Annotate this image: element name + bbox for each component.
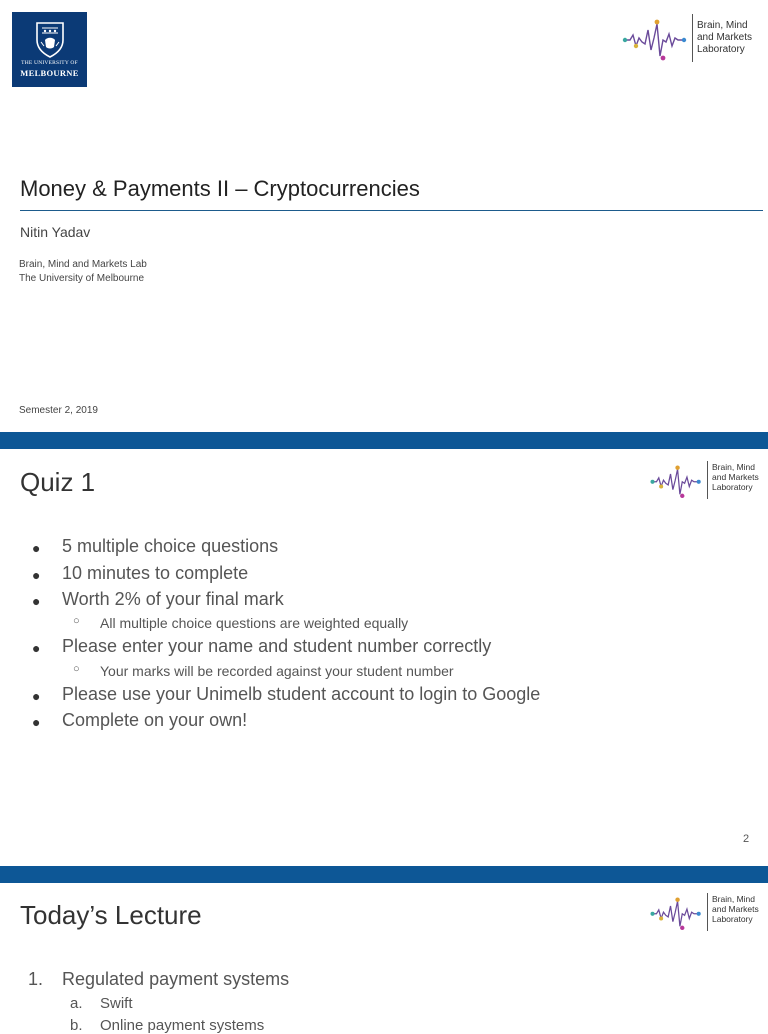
university-logo-line2: MELBOURNE	[20, 68, 79, 78]
lab-logo-divider	[692, 14, 693, 62]
slide-title: Quiz 1	[20, 467, 96, 497]
list-item	[32, 563, 249, 584]
sub-list-item-text: Your marks will be recorded against your student number	[100, 663, 454, 679]
hollow-bullet-icon: ○	[73, 615, 80, 627]
list-item-number: 1.	[28, 969, 44, 989]
bullet-icon: ●	[32, 540, 41, 556]
lab-logo	[648, 461, 766, 499]
lab-logo	[648, 893, 766, 931]
list-item-text: 10 minutes to complete	[62, 563, 249, 583]
bullet-icon: ●	[32, 567, 41, 583]
sub-list-item	[73, 663, 454, 679]
brainwave-icon	[648, 463, 704, 499]
list-item-text: Please enter your name and student number correctly	[62, 636, 492, 656]
slide-title: Today’s Lecture	[20, 900, 202, 930]
lab-logo-line2: and Markets	[697, 32, 753, 43]
list-item	[32, 589, 284, 610]
list-item-text: Please use your Unimelb student account to login to Google	[62, 684, 541, 704]
lab-logo-line1: Brain, Mind	[712, 462, 755, 472]
bullet-icon: ●	[32, 714, 41, 730]
lab-logo-line3: Laboratory	[712, 482, 753, 493]
title-slide	[0, 0, 768, 432]
hollow-bullet-icon: ○	[73, 663, 80, 675]
presentation-title: Money & Payments II – Cryptocurrencies	[20, 176, 420, 201]
title-divider	[20, 210, 763, 211]
list-item-text: 5 multiple choice questions	[62, 536, 279, 556]
lab-logo-line3: Laboratory	[712, 914, 753, 925]
sub-list-item-text: All multiple choice questions are weighted equally	[100, 615, 409, 631]
sub-list-item-text: Swift	[100, 995, 133, 1012]
university-crest-icon	[34, 20, 66, 58]
list-item-text: Worth 2% of your final mark	[62, 589, 284, 609]
slide-separator	[0, 432, 768, 449]
brainwave-icon	[648, 895, 704, 931]
lab-logo-line3: Laboratory	[697, 44, 745, 55]
slide-separator	[0, 866, 768, 883]
sub-list-item	[73, 615, 409, 631]
affiliation	[19, 258, 147, 286]
list-item	[32, 636, 492, 657]
university-logo-line1: THE UNIVERSITY OF	[21, 60, 78, 66]
list-item	[32, 710, 248, 731]
sub-list-item	[70, 1017, 265, 1034]
sub-list-item-number: b.	[70, 1017, 83, 1034]
list-item	[28, 969, 290, 990]
quiz-slide	[0, 449, 768, 866]
bullet-icon: ●	[32, 593, 41, 609]
affiliation-line2: The University of Melbourne	[19, 273, 145, 284]
list-item-text: Complete on your own!	[62, 710, 248, 730]
list-item	[32, 684, 541, 705]
lecture-slide	[0, 883, 768, 1034]
affiliation-line1: Brain, Mind and Markets Lab	[19, 259, 147, 270]
lab-logo-line2: and Markets	[712, 472, 759, 483]
author-name: Nitin Yadav	[20, 224, 91, 240]
brainwave-icon	[620, 16, 690, 62]
lab-logo	[620, 14, 760, 64]
lab-logo-line1: Brain, Mind	[712, 894, 755, 904]
list-item	[32, 536, 279, 557]
lab-logo-divider	[707, 461, 708, 499]
sub-list-item-number: a.	[70, 995, 83, 1012]
semester-label: Semester 2, 2019	[19, 405, 98, 416]
lab-logo-line2: and Markets	[712, 904, 759, 915]
bullet-icon: ●	[32, 688, 41, 704]
page-number: 2	[743, 833, 750, 845]
lab-logo-divider	[707, 893, 708, 931]
bullet-icon: ●	[32, 640, 41, 656]
university-logo	[12, 12, 87, 87]
list-item-text: Regulated payment systems	[62, 969, 290, 989]
sub-list-item-text: Online payment systems	[100, 1017, 265, 1034]
lab-logo-line1: Brain, Mind	[697, 20, 748, 31]
sub-list-item	[70, 995, 133, 1012]
